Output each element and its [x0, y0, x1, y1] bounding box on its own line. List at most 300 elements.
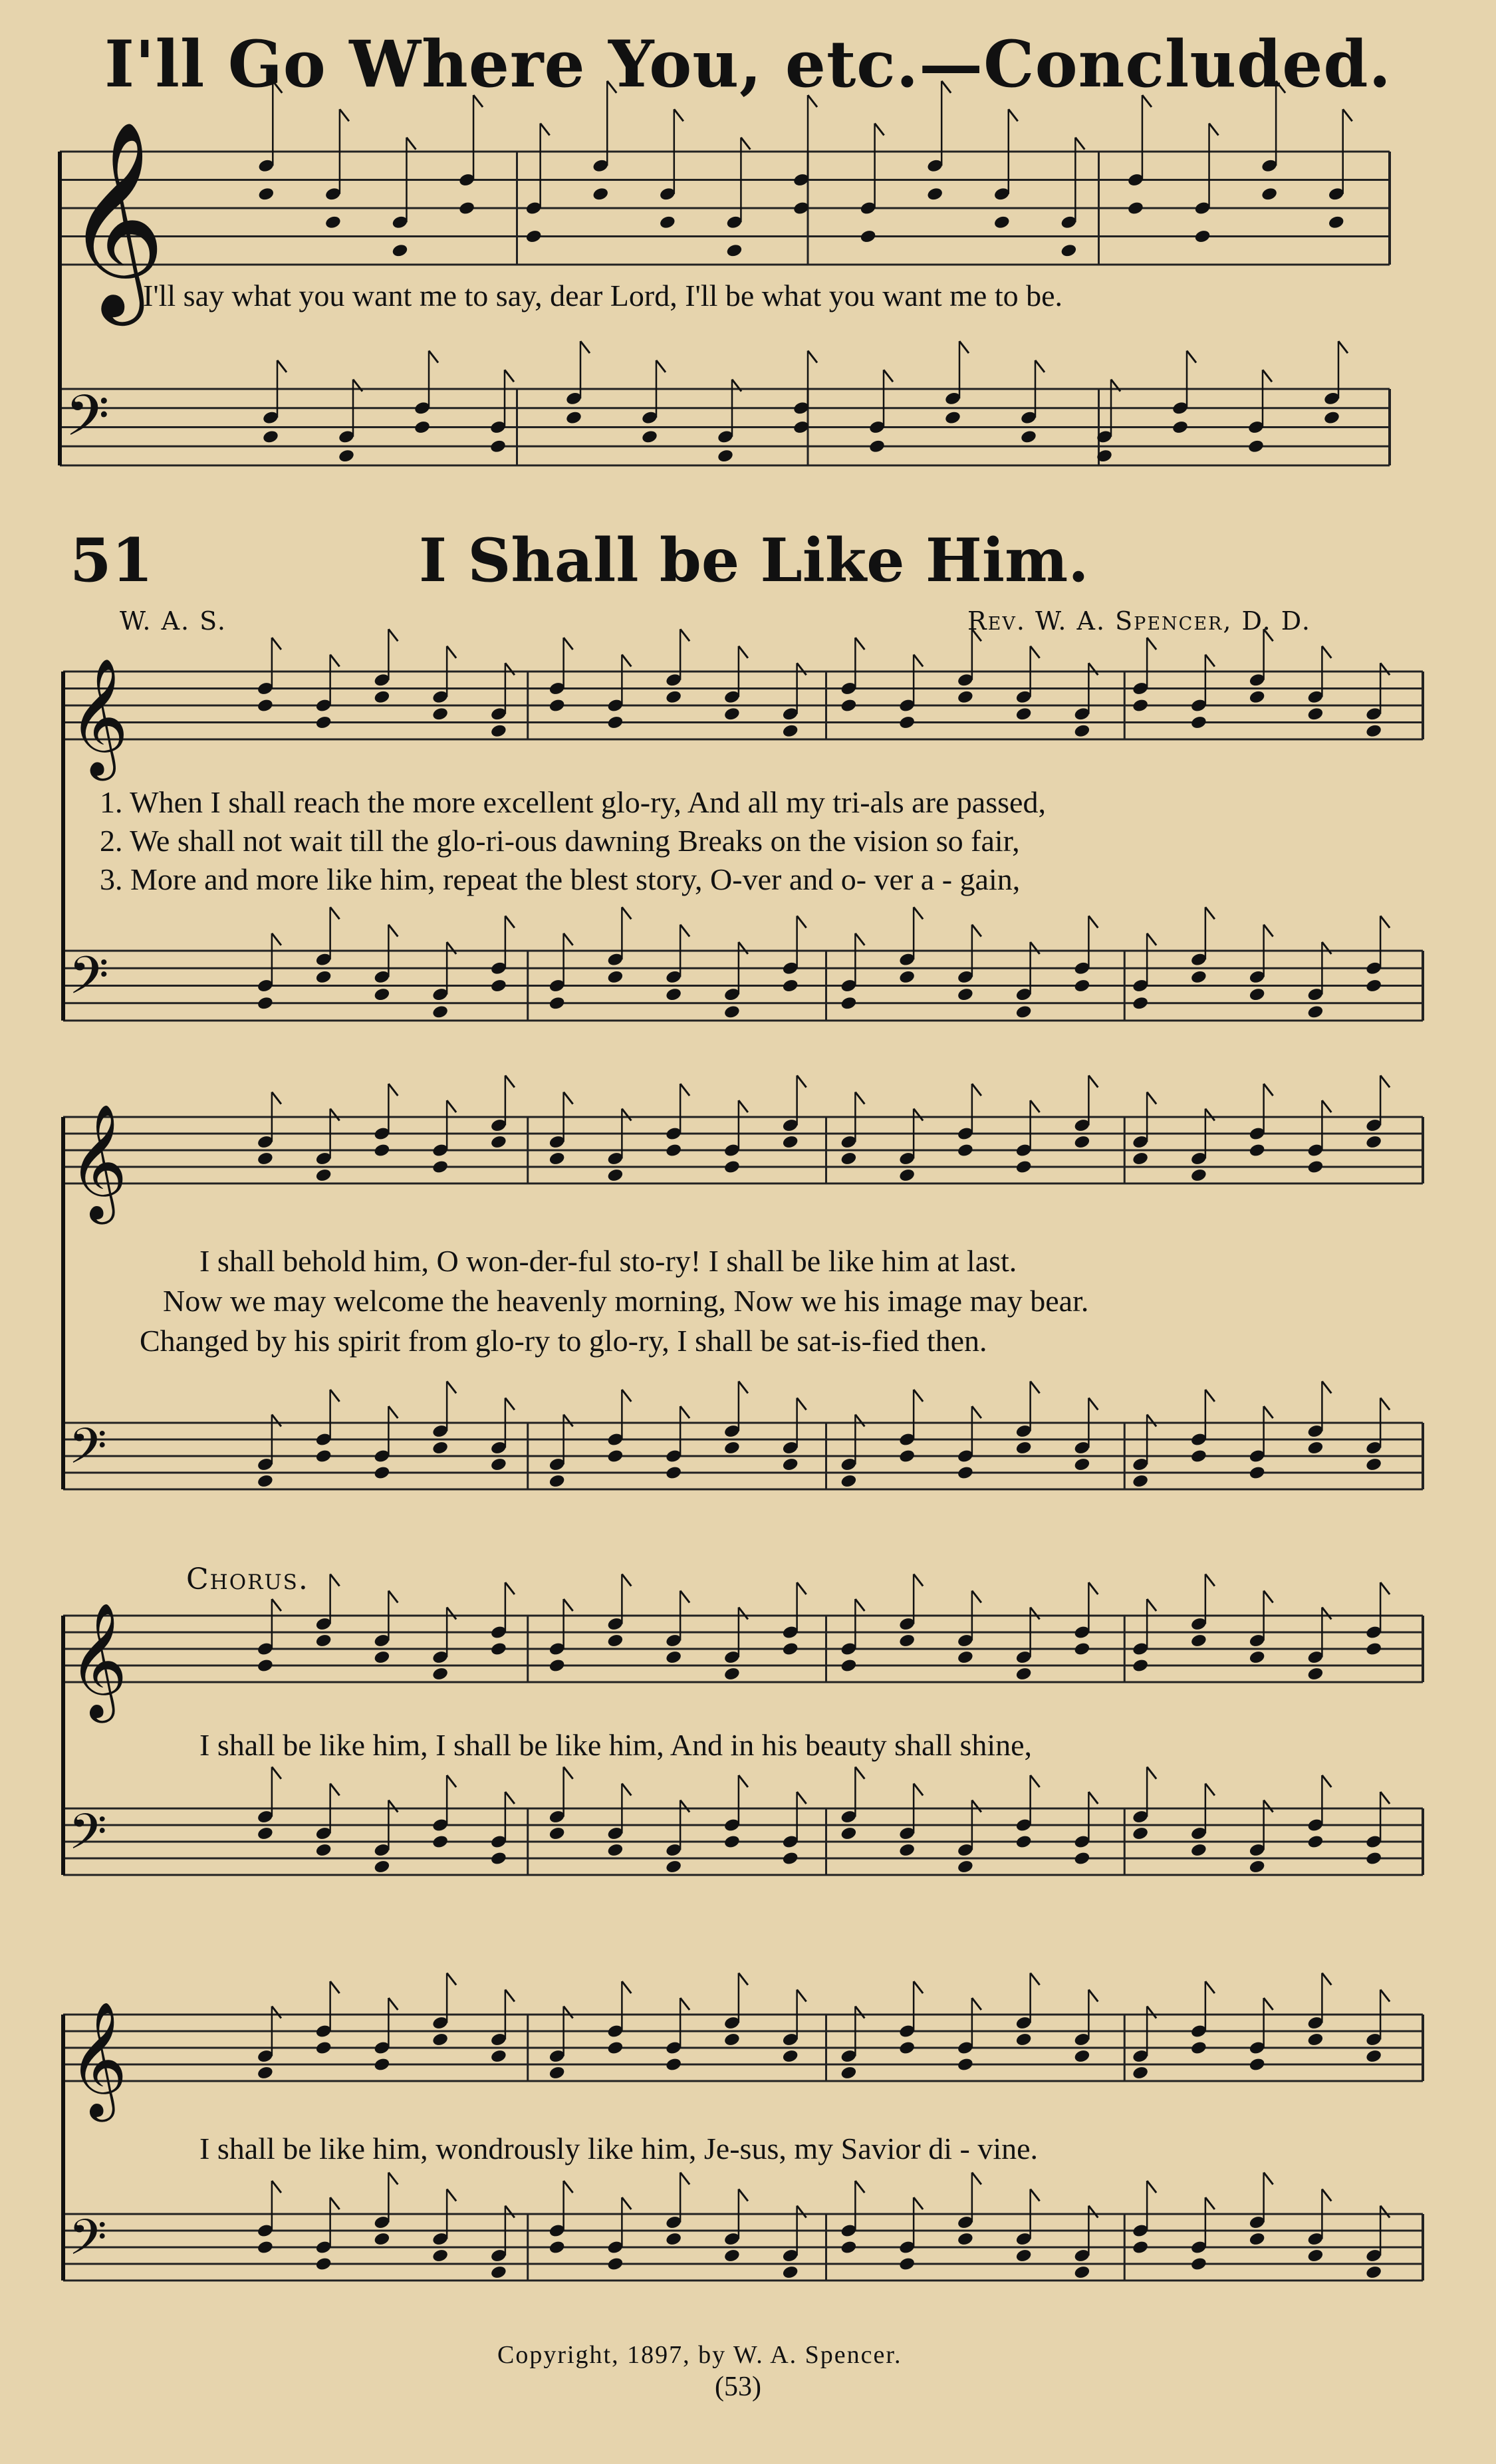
note-flag [797, 1990, 807, 2002]
note-head [458, 201, 475, 216]
note-flag [1380, 1792, 1390, 1804]
note-flag [388, 629, 398, 641]
note-head [432, 1666, 449, 1681]
note-flag [330, 907, 340, 919]
note-head [1127, 201, 1144, 216]
note-head [1015, 1160, 1033, 1175]
note-flag [1088, 1076, 1098, 1088]
note-flag [429, 351, 438, 363]
note-head [257, 1658, 274, 1673]
note-flag [680, 2173, 689, 2185]
note-head [723, 2248, 741, 2263]
note-head [373, 1465, 390, 1481]
note-flag [1147, 2181, 1156, 2193]
bass-clef-icon: 𝄢 [68, 1417, 107, 1487]
note-head [315, 2040, 332, 2056]
note-head [957, 2231, 974, 2247]
note-flag [622, 1390, 631, 1402]
note-flag [541, 124, 550, 136]
note-head [898, 2040, 916, 2056]
note-head [525, 229, 543, 244]
note-flag [447, 1608, 456, 1620]
note-flag [1380, 663, 1390, 675]
note-head [1015, 2032, 1033, 2047]
note-head [1073, 2265, 1090, 2280]
note-flag [564, 2007, 573, 2019]
note-head [665, 2057, 682, 2072]
note-head [489, 439, 507, 454]
note-flag [1147, 1767, 1156, 1779]
note-flag [564, 2181, 573, 2193]
note-flag [272, 933, 281, 945]
note-flag [797, 2206, 807, 2218]
note-flag [277, 360, 287, 372]
note-flag [388, 2173, 398, 2185]
note-head [1307, 1834, 1324, 1850]
note-flag [1142, 95, 1152, 107]
note-head [549, 1658, 566, 1673]
note-head [1307, 2248, 1324, 2263]
note-flag [505, 663, 515, 675]
note-flag [797, 1582, 807, 1594]
note-head [1365, 1457, 1382, 1472]
verse-2-line-b: Now we may welcome the heavenly morning, Now we his image may bear. [163, 1284, 1089, 1318]
note-head [549, 2240, 566, 2255]
note-head [373, 2231, 390, 2247]
note-head [1060, 243, 1077, 258]
note-head [414, 420, 431, 435]
treble-clef-icon: 𝄞 [68, 658, 129, 776]
note-head [315, 715, 332, 730]
note-flag [972, 2173, 981, 2185]
note-flag [447, 1775, 456, 1787]
note-head [490, 978, 507, 993]
note-flag [1205, 907, 1215, 919]
note-flag [972, 925, 981, 937]
note-flag [1205, 655, 1215, 667]
note-head [1015, 2248, 1033, 2263]
note-flag [855, 1599, 864, 1611]
note-head [665, 2231, 682, 2247]
note-head [782, 723, 799, 739]
note-flag [564, 1599, 573, 1611]
note-flag [505, 1398, 515, 1410]
note-head [257, 1826, 274, 1841]
note-head [782, 1642, 799, 1657]
note-head [1073, 2048, 1090, 2064]
note-head [723, 1160, 741, 1175]
note-head [957, 1465, 974, 1481]
note-head [549, 1826, 566, 1841]
note-flag [1031, 1973, 1040, 1985]
note-flag [1205, 1390, 1215, 1402]
note-head [490, 1642, 507, 1657]
note-head [1249, 1859, 1266, 1874]
note-flag [330, 1390, 340, 1402]
note-flag [680, 925, 689, 937]
note-flag [884, 370, 893, 382]
note-flag [855, 2181, 864, 2193]
note-head [606, 1168, 624, 1183]
note-head [1365, 1851, 1382, 1866]
note-flag [1088, 1990, 1098, 2002]
note-flag [340, 109, 349, 121]
note-flag [1338, 341, 1348, 353]
note-head [1132, 698, 1149, 713]
continued-hymn-title: I'll Go Where You, etc.—Concluded. [104, 27, 1392, 102]
note-head [257, 698, 274, 713]
note-head [1365, 2265, 1382, 2280]
note-flag [739, 1608, 748, 1620]
note-head [717, 448, 734, 463]
verse-2-line-a: 2. We shall not wait till the glo-ri-ous dawning Breaks on the vision so fair, [100, 824, 1020, 858]
note-flag [1205, 1784, 1215, 1796]
note-flag [1322, 1973, 1331, 1985]
verse-3-line-b: Changed by his spirit from glo-ry to glo-ry, I shall be sat-is-fied then. [140, 1324, 987, 1358]
note-flag [272, 1415, 281, 1427]
chorus-line-2: I shall be like him, wondrously like him, Je-sus, my Savior di - vine. [199, 2132, 1039, 2165]
note-flag [1322, 1608, 1331, 1620]
note-head [840, 1826, 857, 1841]
note-head [723, 1440, 741, 1455]
note-head [1073, 1134, 1090, 1150]
note-flag [1276, 81, 1285, 93]
note-head [565, 410, 582, 426]
note-flag [272, 1092, 281, 1104]
note-flag [622, 2197, 631, 2209]
note-flag [1031, 942, 1040, 954]
note-flag [272, 2181, 281, 2193]
note-flag [1343, 109, 1352, 121]
note-flag [1205, 2197, 1215, 2209]
note-head [1073, 978, 1090, 993]
note-head [1020, 430, 1037, 445]
note-head [898, 1633, 916, 1648]
note-flag [875, 124, 884, 136]
note-flag [447, 2189, 456, 2201]
note-flag [447, 646, 456, 658]
note-head [641, 430, 658, 445]
note-flag [1322, 1100, 1331, 1112]
note-head [432, 2248, 449, 2263]
note-head [957, 1143, 974, 1158]
note-flag [272, 638, 281, 650]
note-head [723, 1666, 741, 1681]
note-head [1249, 2057, 1266, 2072]
note-flag [914, 1981, 923, 1993]
note-head [324, 215, 342, 230]
note-head [1365, 723, 1382, 739]
note-flag [564, 1092, 573, 1104]
note-flag [1147, 1599, 1156, 1611]
note-head [606, 1449, 624, 1464]
note-head [1365, 1134, 1382, 1150]
note-flag [1009, 109, 1018, 121]
copyright-notice: Copyright, 1897, by W. A. Spencer. [497, 2341, 902, 2369]
note-flag [330, 1784, 340, 1796]
note-head [490, 1134, 507, 1150]
note-flag [447, 1382, 456, 1394]
note-head [898, 969, 916, 985]
note-flag [959, 341, 969, 353]
note-flag [1380, 1398, 1390, 1410]
note-head [490, 1457, 507, 1472]
note-head [606, 2040, 624, 2056]
note-head [898, 1449, 916, 1464]
note-head [1190, 2257, 1207, 2272]
note-head [840, 995, 857, 1011]
note-flag [622, 907, 631, 919]
note-flag [607, 81, 616, 93]
note-head [840, 1658, 857, 1673]
note-flag [972, 1998, 981, 2010]
note-head [490, 2048, 507, 2064]
note-head [373, 1650, 390, 1665]
note-flag [447, 1973, 456, 1985]
note-flag [1380, 1990, 1390, 2002]
note-head [840, 2065, 857, 2080]
note-flag [914, 655, 923, 667]
note-head [1015, 1834, 1033, 1850]
note-head [315, 969, 332, 985]
note-head [1307, 2032, 1324, 2047]
note-flag [1035, 360, 1045, 372]
note-flag [272, 2007, 281, 2019]
note-head [549, 2065, 566, 2080]
note-flag [941, 81, 951, 93]
note-head [1307, 1666, 1324, 1681]
note-head [723, 2032, 741, 2047]
note-flag [580, 341, 590, 353]
note-flag [972, 1406, 981, 1418]
note-flag [564, 1767, 573, 1779]
note-head [338, 448, 355, 463]
note-head [1365, 2048, 1382, 2064]
note-head [373, 689, 390, 705]
treble-clef-icon: 𝄞 [68, 1104, 128, 1219]
note-flag [1088, 1792, 1098, 1804]
note-head [957, 689, 974, 705]
note-flag [855, 1415, 864, 1427]
note-head [926, 186, 943, 201]
note-head [391, 243, 408, 258]
note-head [1193, 229, 1211, 244]
note-flag [272, 1599, 281, 1611]
note-head [782, 2265, 799, 2280]
note-head [1307, 1005, 1324, 1020]
note-flag [914, 2197, 923, 2209]
note-flag [505, 1076, 515, 1088]
note-head [1015, 1440, 1033, 1455]
note-flag [1147, 1415, 1156, 1427]
note-flag [680, 1084, 689, 1096]
note-head [432, 2032, 449, 2047]
note-head [840, 2240, 857, 2255]
note-flag [1322, 2189, 1331, 2201]
note-flag [741, 138, 750, 150]
note-flag [505, 1582, 515, 1594]
note-head [373, 2057, 390, 2072]
note-flag [914, 907, 923, 919]
bass-clef-icon: 𝄢 [65, 383, 110, 463]
note-flag [739, 1382, 748, 1394]
treble-clef-icon: 𝄞 [68, 2001, 128, 2117]
note-head [1132, 1151, 1149, 1166]
note-flag [680, 629, 689, 641]
note-flag [797, 1398, 807, 1410]
note-flag [914, 1109, 923, 1121]
note-flag [972, 1800, 981, 1812]
note-flag [680, 1998, 689, 2010]
note-head [659, 215, 676, 230]
top-lyric-line: I'll say what you want me to say, dear Lord, I'll be what you want me to be. [143, 279, 1063, 312]
note-flag [1187, 351, 1196, 363]
treble-clef-icon: 𝄞 [65, 120, 166, 317]
note-head [490, 723, 507, 739]
note-head [957, 987, 974, 1002]
note-head [1132, 1826, 1149, 1841]
note-flag [656, 360, 666, 372]
verse-1-line-a: 1. When I shall reach the more excellent glo-ry, And all my tri-als are passed, [100, 785, 1046, 819]
note-head [898, 1842, 916, 1858]
note-flag [330, 1109, 340, 1121]
note-flag [1264, 1591, 1273, 1603]
note-head [549, 1473, 566, 1489]
note-flag [1147, 638, 1156, 650]
note-flag [855, 638, 864, 650]
note-flag [739, 942, 748, 954]
note-flag [797, 1076, 807, 1088]
note-flag [1088, 2206, 1098, 2218]
note-flag [473, 95, 483, 107]
note-flag [1264, 1406, 1273, 1418]
note-flag [1263, 370, 1272, 382]
composer-credit: Rev. W. A. Spencer, D. D. [967, 606, 1312, 636]
note-flag [1031, 1775, 1040, 1787]
note-head [1132, 2240, 1149, 2255]
note-flag [1031, 1100, 1040, 1112]
note-flag [808, 95, 817, 107]
note-flag [1088, 916, 1098, 928]
note-head [723, 1005, 741, 1020]
note-head [1365, 1642, 1382, 1657]
note-head [782, 2048, 799, 2064]
note-flag [622, 1981, 631, 1993]
note-head [840, 1473, 857, 1489]
chorus-label: Chorus. [186, 1562, 309, 1596]
bass-clef-icon: 𝄢 [68, 945, 109, 1019]
note-head [1307, 706, 1324, 721]
verse-3-line-a: 3. More and more like him, repeat the blest story, O-ver and o- ver a - gain, [100, 862, 1021, 896]
note-head [1307, 1440, 1324, 1455]
note-flag [330, 2197, 340, 2209]
note-flag [914, 1574, 923, 1586]
note-flag [388, 925, 398, 937]
note-head [490, 2265, 507, 2280]
note-flag [1088, 1582, 1098, 1594]
note-head [665, 1465, 682, 1481]
note-head [606, 1633, 624, 1648]
note-flag [1264, 1800, 1273, 1812]
bass-clef-icon: 𝄢 [68, 1803, 107, 1873]
note-head [549, 1151, 566, 1166]
note-head [898, 715, 916, 730]
note-flag [388, 1591, 398, 1603]
note-head [723, 1834, 741, 1850]
note-head [665, 987, 682, 1002]
note-flag [674, 109, 684, 121]
note-head [257, 2240, 274, 2255]
note-head [373, 987, 390, 1002]
note-flag [330, 655, 340, 667]
note-flag [797, 916, 807, 928]
note-head [262, 430, 279, 445]
note-flag [855, 1092, 864, 1104]
note-flag [622, 1109, 631, 1121]
note-head [1247, 439, 1265, 454]
note-head [1073, 1457, 1090, 1472]
note-flag [808, 351, 817, 363]
note-head [1015, 706, 1033, 721]
note-head [1015, 1005, 1033, 1020]
note-flag [855, 933, 864, 945]
note-head [665, 1650, 682, 1665]
note-flag [739, 1100, 748, 1112]
note-flag [447, 1100, 456, 1112]
note-head [1172, 420, 1189, 435]
bass-clef-icon: 𝄢 [68, 2209, 107, 2279]
note-flag [330, 1981, 340, 1993]
note-head [725, 243, 743, 258]
note-head [782, 1457, 799, 1472]
note-head [432, 706, 449, 721]
note-flag [1031, 646, 1040, 658]
note-head [257, 1151, 274, 1166]
note-flag [1322, 646, 1331, 658]
note-flag [388, 1406, 398, 1418]
note-flag [680, 1406, 689, 1418]
note-head [1249, 689, 1266, 705]
note-head [606, 1842, 624, 1858]
note-flag [622, 1574, 631, 1586]
note-flag [622, 1784, 631, 1796]
note-head [373, 1143, 390, 1158]
note-flag [564, 1415, 573, 1427]
note-flag [388, 1998, 398, 2010]
note-head [549, 698, 566, 713]
note-head [1073, 1642, 1090, 1657]
note-flag [1031, 2189, 1040, 2201]
hymn-number: 51 [70, 525, 154, 596]
note-flag [1264, 1998, 1273, 2010]
note-head [432, 1160, 449, 1175]
note-head [257, 186, 275, 201]
note-flag [273, 81, 282, 93]
note-head [944, 410, 961, 426]
note-flag [680, 1800, 689, 1812]
note-flag [972, 1084, 981, 1096]
note-head [860, 229, 877, 244]
note-head [315, 1842, 332, 1858]
note-head [1190, 2040, 1207, 2056]
note-flag [505, 916, 515, 928]
note-head [1323, 410, 1340, 426]
note-head [1249, 1143, 1266, 1158]
note-flag [739, 1775, 748, 1787]
note-head [868, 439, 886, 454]
lyricist-credit: W. A. S. [120, 606, 227, 636]
note-head [1015, 1666, 1033, 1681]
